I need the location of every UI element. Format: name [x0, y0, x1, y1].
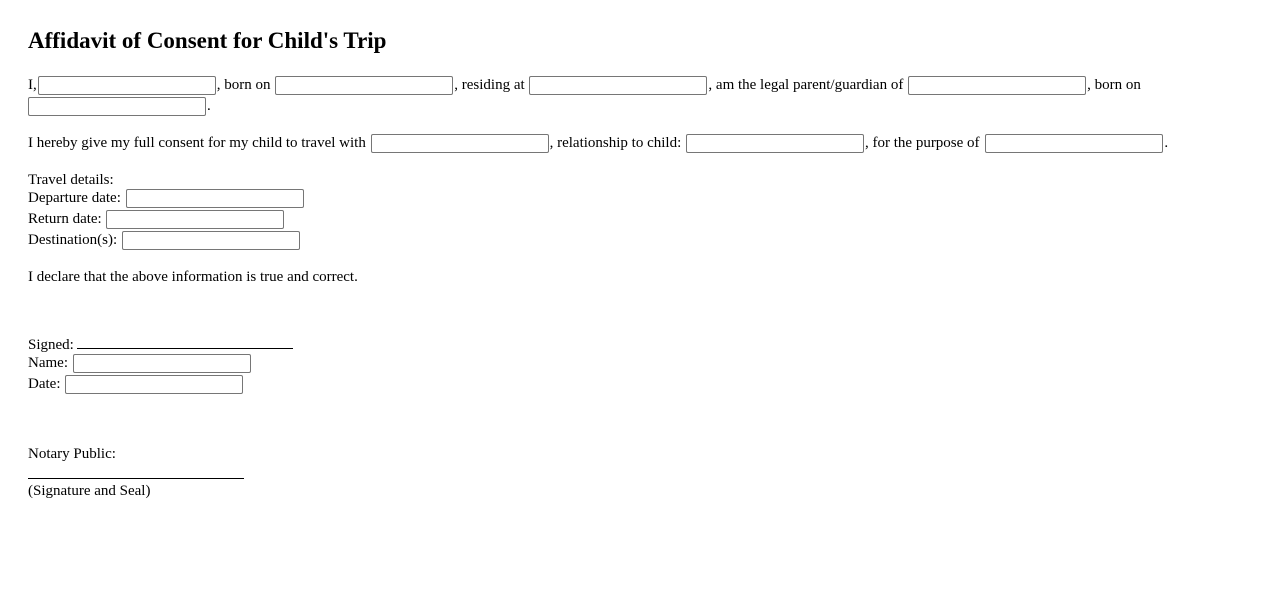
child-born-on-label: , born on: [1087, 77, 1141, 93]
relationship-input[interactable]: [686, 134, 864, 153]
parent-address-input[interactable]: [529, 76, 707, 95]
notary-seal-caption: (Signature and Seal): [28, 483, 151, 499]
return-row: [28, 209, 285, 229]
return-date-input[interactable]: [106, 210, 284, 229]
travel-details-heading: Travel details:: [28, 172, 114, 188]
name-row: [28, 353, 252, 373]
residing-at-label: , residing at: [454, 77, 525, 93]
child-name-input[interactable]: [908, 76, 1086, 95]
parent-birth-date-input[interactable]: [275, 76, 453, 95]
relationship-label: , relationship to child:: [549, 135, 682, 151]
parent-statement: [28, 75, 1141, 95]
parent-name-input[interactable]: [38, 76, 216, 95]
parent-born-on-label: , born on: [216, 77, 271, 93]
parent-statement-continued: [28, 96, 211, 116]
guardian-of-label: , am the legal parent/guardian of: [708, 77, 904, 93]
signed-label: Signed:: [28, 337, 74, 353]
companion-name-input[interactable]: [371, 134, 549, 153]
destination-row: [28, 230, 301, 250]
return-label: Return date:: [28, 211, 102, 227]
signed-row: [28, 334, 293, 355]
departure-date-input[interactable]: [126, 189, 304, 208]
departure-row: [28, 188, 305, 208]
consent-statement-end: .: [1164, 135, 1169, 151]
declaration-text: I declare that the above information is true and correct.: [28, 269, 358, 285]
destination-input[interactable]: [122, 231, 300, 250]
name-label: Name:: [28, 355, 68, 371]
date-row: [28, 374, 244, 394]
page-title: Affidavit of Consent for Child's Trip: [28, 28, 387, 53]
date-label: Date:: [28, 376, 61, 392]
departure-label: Departure date:: [28, 190, 121, 206]
child-birth-date-input[interactable]: [28, 97, 206, 116]
consent-text: I hereby give my full consent for my child to travel with: [28, 135, 366, 151]
signature-line: [77, 334, 293, 349]
purpose-input[interactable]: [985, 134, 1163, 153]
destination-label: Destination(s):: [28, 232, 118, 248]
consent-statement: [28, 133, 1168, 153]
notary-label: Notary Public:: [28, 446, 116, 462]
signer-name-input[interactable]: [73, 354, 251, 373]
purpose-label: , for the purpose of: [865, 135, 980, 151]
parent-prefix: I,: [28, 77, 37, 93]
notary-signature-line: [28, 478, 244, 479]
parent-statement-end: .: [207, 98, 211, 114]
signature-date-input[interactable]: [65, 375, 243, 394]
